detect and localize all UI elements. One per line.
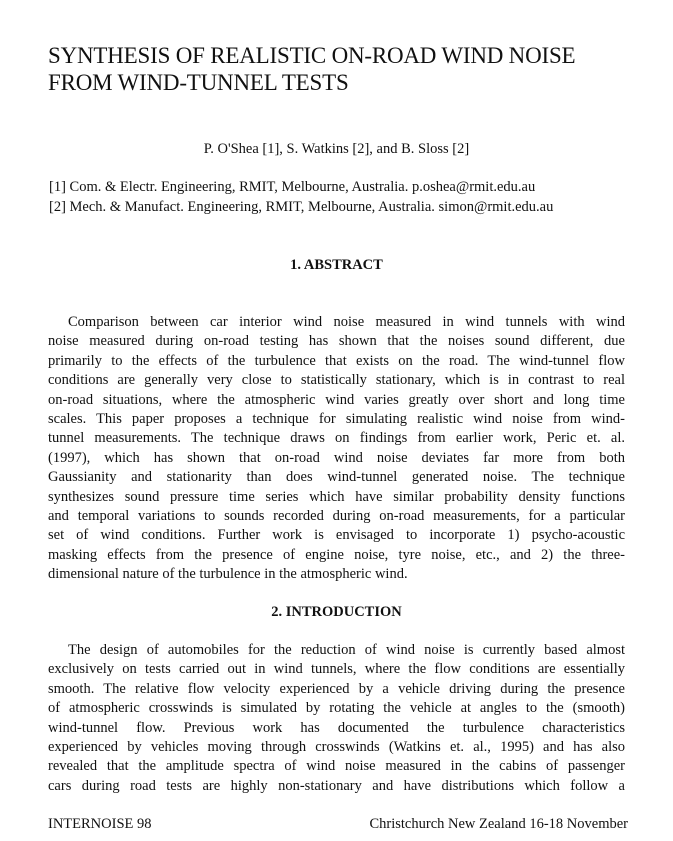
text-line: conditions are generally very close to statistically stationary, which is in contrast to real	[48, 372, 625, 389]
text-line: experienced by vehicles moving through crosswinds (Watkins et. al., 1995) and has also	[48, 739, 625, 756]
text-line: wind-tunnel flow. Previous work has documented the turbulence characteristics	[48, 719, 625, 736]
text-line: primarily to the effects of the turbulence that exists on the road. The wind-tunnel flow	[48, 352, 625, 369]
text-line: of atmospheric crosswinds is simulated by rotating the vehicle at angles to the (smooth)	[48, 700, 625, 717]
text-line: cars during road tests are highly non-stationary and have distributions which follow a	[48, 777, 625, 794]
title-line: FROM WIND-TUNNEL TESTS	[48, 70, 349, 95]
text-line: tunnel measurements. The technique draws on findings from earlier work, Peric et. al.	[48, 430, 625, 447]
text-line: set of wind conditions. Further work is envisaged to incorporate 1) psycho-acoustic	[48, 527, 625, 544]
footer-location-date: Christchurch New Zealand 16-18 November	[369, 816, 628, 832]
text-line: synthesizes sound pressure time series which have similar probability density functions	[48, 488, 625, 505]
text-line: The design of automobiles for the reduction of wind noise is currently based almost	[68, 642, 625, 658]
affiliations	[49, 177, 649, 217]
abstract-heading: 1. ABSTRACT	[290, 257, 383, 273]
footer-conference: INTERNOISE 98	[48, 816, 152, 832]
text-line: exclusively on tests carried out in wind tunnels, where the flow conditions are essentially	[48, 661, 625, 678]
text-line: Comparison between car interior wind noise measured in wind tunnels with wind	[68, 314, 625, 330]
text-line: on-road situations, where the atmospheric wind varies greatly over short and long time	[48, 391, 625, 408]
text-line: Gaussianity and stationarity than does wind-tunnel generated noise. The technique	[48, 469, 625, 486]
affiliation-line: [2] Mech. & Manufact. Engineering, RMIT, Melbourne, Australia. simon@rmit.edu.au	[49, 199, 554, 215]
text-line: scales. This paper proposes a technique for simulating realistic wind noise from wind-	[48, 411, 625, 428]
text-line: (1997), which has shown that on-road wind noise deviates far more from both	[48, 449, 625, 466]
text-line: noise measured during on-road testing has shown that the noises sound different, due	[48, 333, 625, 350]
abstract-paragraph	[48, 313, 625, 585]
text-line: dimensional nature of the turbulence in the atmospheric wind.	[48, 566, 408, 583]
text-line: and temporal variations to sounds recorded during on-road measurements, for a particular	[48, 508, 625, 525]
affiliation-line: [1] Com. & Electr. Engineering, RMIT, Melbourne, Australia. p.oshea@rmit.edu.au	[49, 179, 536, 195]
title-line: SYNTHESIS OF REALISTIC ON-ROAD WIND NOISE	[48, 43, 576, 68]
text-line: smooth. The relative flow velocity experienced by a vehicle driving during the presence	[48, 680, 625, 697]
text-line: revealed that the amplitude spectra of wind noise measured in the cabins of passenger	[48, 758, 625, 775]
paper-title	[48, 42, 648, 96]
introduction-paragraph	[48, 641, 625, 796]
introduction-heading: 2. INTRODUCTION	[271, 604, 402, 620]
author-list: P. O'Shea [1], S. Watkins [2], and B. Sloss [2]	[203, 141, 470, 157]
text-line: masking effects from the presence of engine noise, tyre noise, etc., and 2) the three-	[48, 546, 625, 563]
